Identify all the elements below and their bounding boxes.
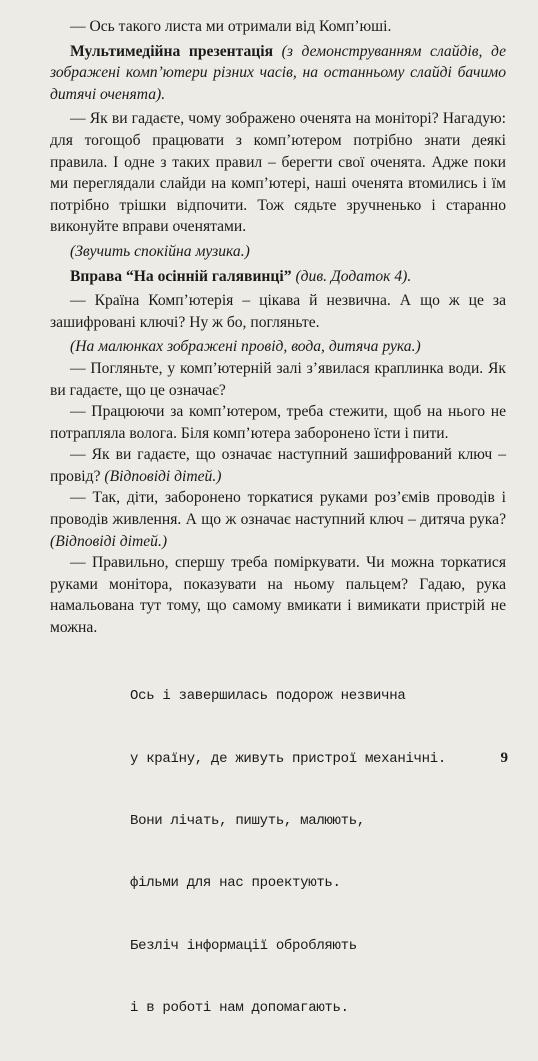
paragraph-exercise xyxy=(50,266,506,288)
paragraph-music xyxy=(50,241,506,263)
poem-line: Ось і завершилась подорож незвична xyxy=(130,688,406,705)
poem-line: Безліч інформації обробляють xyxy=(130,937,357,954)
presentation-heading: Мультимедійна презентація xyxy=(70,42,274,60)
paragraph-correct: — Правильно, спершу треба поміркувати. Чи можна торкатися руками монітора, показувати на ньому пальцем? Гадаю, рука намальована тут тому, що самому вмикати і вимикати пристрій не можна. xyxy=(50,554,506,637)
paragraph-presentation xyxy=(50,41,506,106)
paragraph-water: — Погляньте, у комп’ютерній залі з’явилася краплинка води. Як ви гадаєте, що це означає? xyxy=(50,359,506,399)
hand-answers-note: (Відповіді дітей.) xyxy=(50,532,168,550)
connectors-text: — Так, діти, заборонено торкатися руками роз’ємів проводів і проводів живлення. А що ж означає наступний ключ – дитяча рука? xyxy=(50,489,506,529)
paragraph-wire xyxy=(50,444,506,487)
exercise-heading: Вправа “На осінній галявинці” xyxy=(70,267,292,285)
poem-line: Вони лічать, пишуть, малюють, xyxy=(130,813,365,829)
paragraph-connectors xyxy=(50,487,506,552)
presentation-note: (з демонструванням слайдів, де зображені комп’ютери різних часів, на останньому слайді бачимо дитячі оченята). xyxy=(50,42,507,103)
wire-answers-note: (Відповіді дітей.) xyxy=(104,467,222,485)
poem xyxy=(130,645,506,1061)
poem-line: і в роботі нам допомагають. xyxy=(130,1000,349,1017)
page-number: 9 xyxy=(500,750,508,766)
paragraph-letter: — Ось такого листа ми отримали від Комп’юші. xyxy=(70,18,392,35)
paragraph-pictures xyxy=(50,336,506,358)
wire-question: — Як ви гадаєте, що означає наступний зашифрований ключ – провід? xyxy=(50,446,506,485)
exercise-note: (див. Додаток 4). xyxy=(291,267,412,285)
music-note: (Звучить спокійна музика.) xyxy=(70,242,250,260)
pictures-note: (На малюнках зображені провід, вода, дитяча рука.) xyxy=(70,338,421,356)
paragraph-moisture: — Працюючи за комп’ютером, треба стежити, щоб на нього не потрапляла волога. Біля комп’ютера заборонено їсти і пити. xyxy=(50,403,506,442)
poem-line: у країну, де живуть пристрої механічні. xyxy=(130,750,446,767)
paragraph-computeria: — Країна Комп’ютерія – цікава й незвична. А що ж це за зашифровані ключі? Ну ж бо, погляньте. xyxy=(50,292,506,331)
poem-line: фільми для нас проектують. xyxy=(130,875,341,892)
paragraph-eyes: — Як ви гадаєте, чому зображено оченята на моніторі? Нагадую: для тогощоб працювати з комп’ютером потрібно знати деякі правила. І одне з таких правил – берегти свої оченята. Адже поки ми переглядали слайди на комп’ютері, наші оченята втомились і їм потрібно трішки відпочити. Тож сядьте зручненько і старанно виконуйте вправи оченятами. xyxy=(50,110,506,236)
